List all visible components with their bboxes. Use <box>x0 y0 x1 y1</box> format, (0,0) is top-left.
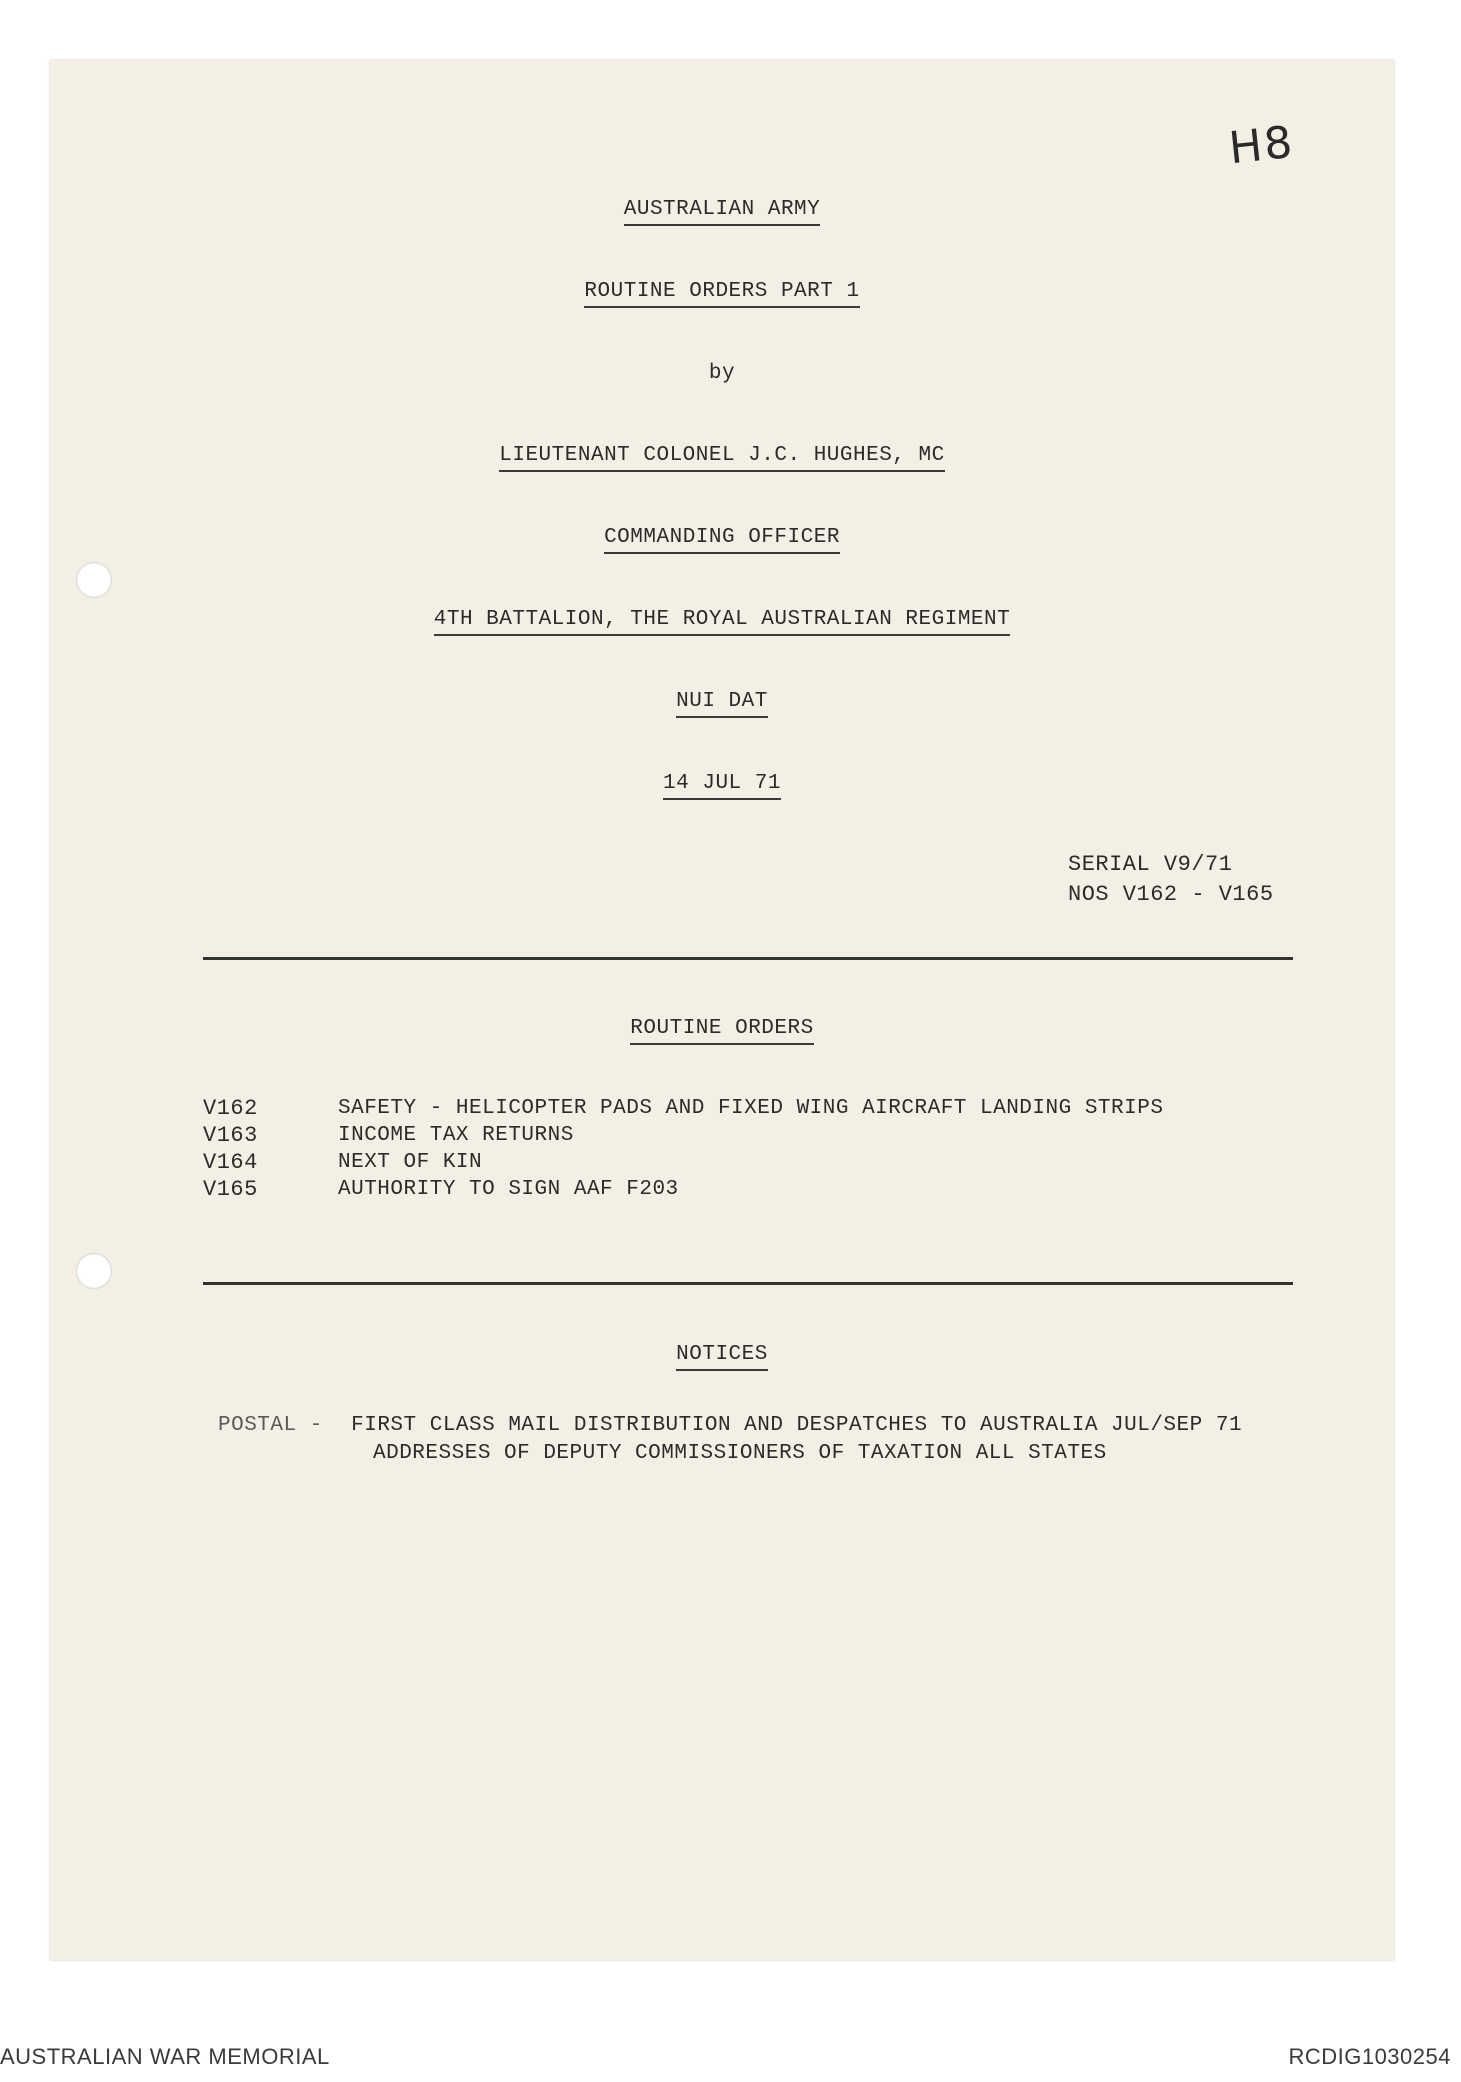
order-number: V163 <box>203 1123 258 1148</box>
serial-number: SERIAL V9/71 <box>1068 852 1233 877</box>
notices-heading: NOTICES <box>50 1343 1394 1371</box>
header-line-role: COMMANDING OFFICER <box>50 526 1394 554</box>
routine-orders-heading: ROUTINE ORDERS <box>50 1017 1394 1045</box>
header-line-commander: LIEUTENANT COLONEL J.C. HUGHES, MC <box>50 444 1394 472</box>
footer-record-id: RCDIG1030254 <box>1288 2044 1451 2069</box>
divider-bottom <box>203 1282 1293 1285</box>
punch-hole-bottom <box>76 1253 112 1289</box>
list-item <box>203 1095 1303 1122</box>
order-number: V164 <box>203 1150 258 1175</box>
notice-category: POSTAL - <box>218 1414 323 1437</box>
header-line-orders: ROUTINE ORDERS PART 1 <box>50 280 1394 308</box>
order-title: AUTHORITY TO SIGN AAF F203 <box>338 1178 679 1201</box>
order-title: NEXT OF KIN <box>338 1151 483 1174</box>
document-page <box>50 60 1394 1960</box>
serial-block <box>1068 850 1274 910</box>
order-title: INCOME TAX RETURNS <box>338 1124 574 1147</box>
header-line-by: by <box>708 362 736 385</box>
notices-body <box>218 1412 1318 1468</box>
notice-text-taxation: ADDRESSES OF DEPUTY COMMISSIONERS OF TAXATION ALL STATES <box>373 1442 1107 1465</box>
list-item <box>203 1176 1303 1203</box>
order-number: V162 <box>203 1096 258 1121</box>
list-item <box>203 1149 1303 1176</box>
footer-credit: AUSTRALIAN WAR MEMORIAL <box>0 2044 330 2069</box>
order-title: SAFETY - HELICOPTER PADS AND FIXED WING AIRCRAFT LANDING STRIPS <box>338 1097 1164 1120</box>
header-line-date: 14 JUL 71 <box>50 772 1394 800</box>
header-line-army: AUSTRALIAN ARMY <box>50 198 1394 226</box>
divider-top <box>203 957 1293 960</box>
notice-text-mail: FIRST CLASS MAIL DISTRIBUTION AND DESPATCHES TO AUSTRALIA JUL/SEP 71 <box>351 1414 1243 1437</box>
routine-orders-list <box>203 1095 1303 1203</box>
header-line-location: NUI DAT <box>50 690 1394 718</box>
punch-hole-top <box>76 562 112 598</box>
notice-line-first <box>218 1412 1318 1440</box>
handwritten-page-mark: H8 <box>1226 116 1297 175</box>
serial-range: NOS V162 - V165 <box>1068 882 1274 907</box>
order-number: V165 <box>203 1177 258 1202</box>
header-line-unit: 4TH BATTALION, THE ROYAL AUSTRALIAN REGIMENT <box>50 608 1394 636</box>
list-item <box>203 1122 1303 1149</box>
